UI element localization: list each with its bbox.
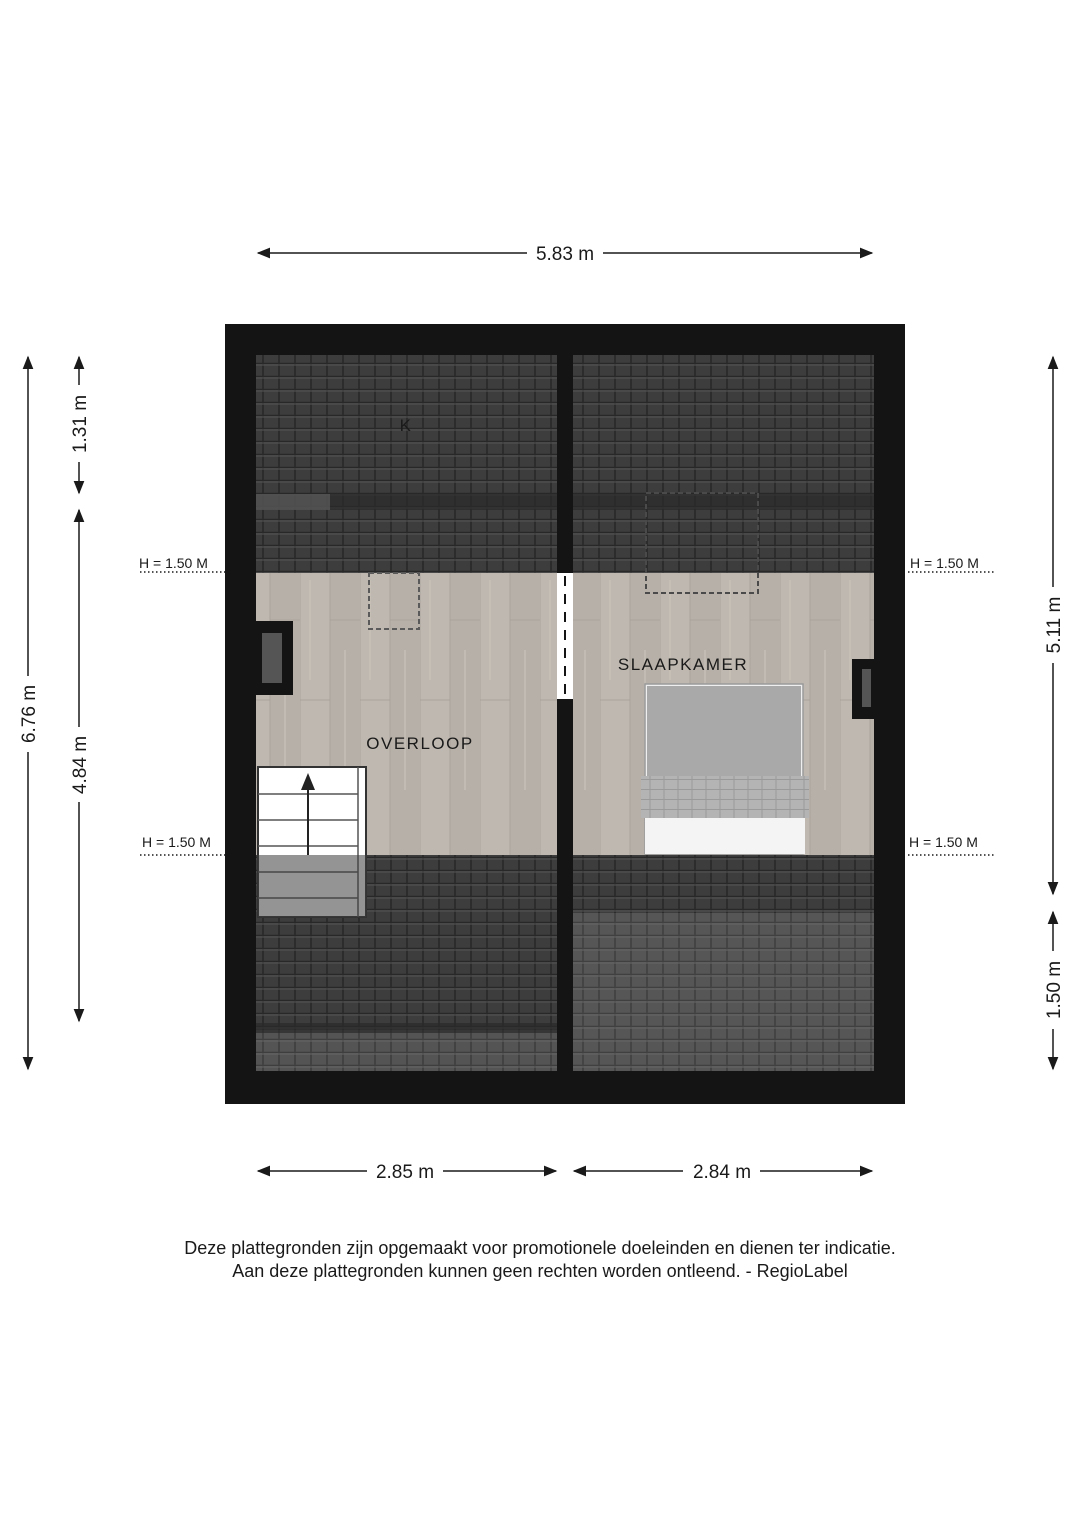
room-label-slaapkamer: SLAAPKAMER [617, 655, 749, 674]
roof-dormer-bottom-right [573, 913, 874, 1071]
roof-ridge-band-2 [256, 1023, 557, 1033]
room-label-overloop: OVERLOOP [366, 734, 474, 753]
room-label-knee-wall: K [399, 416, 413, 435]
height-label-bottom-left: H = 1.50 M [142, 834, 211, 850]
height-label-bottom-right: H = 1.50 M [909, 834, 978, 850]
dim-right-upper: 5.11 m [1044, 596, 1065, 654]
bed-quilt [641, 776, 809, 818]
dim-total-width: 5.83 m [535, 244, 595, 265]
disclaimer-line-2: Aan deze plattegronden kunnen geen rechten worden ontleend. - RegioLabel [232, 1261, 848, 1281]
dim-left-upper: 1.31 m [70, 394, 91, 454]
window-left-glass [262, 633, 282, 683]
disclaimer-line-1: Deze plattegronden zijn opgemaakt voor promotionele doeleinden en dienen ter indicatie. [184, 1238, 896, 1258]
storage-hatch-left [256, 494, 330, 510]
dim-right-lower: 1.50 m [1044, 960, 1065, 1020]
dim-bottom-left: 2.85 m [375, 1162, 435, 1183]
dim-total-depth: 6.76 m [19, 684, 40, 744]
height-label-top-left: H = 1.50 M [139, 555, 208, 571]
partition-wall [557, 355, 573, 1071]
dim-bottom-right: 2.84 m [692, 1162, 752, 1183]
dim-left-lower: 4.84 m [70, 735, 91, 795]
bed-footer [645, 818, 805, 854]
bed-duvet [647, 686, 801, 778]
stairs-under-roof [258, 855, 366, 917]
window-right-glass [862, 669, 871, 707]
height-label-top-right: H = 1.50 M [910, 555, 979, 571]
roof-strip-bottom-left [256, 1030, 557, 1071]
